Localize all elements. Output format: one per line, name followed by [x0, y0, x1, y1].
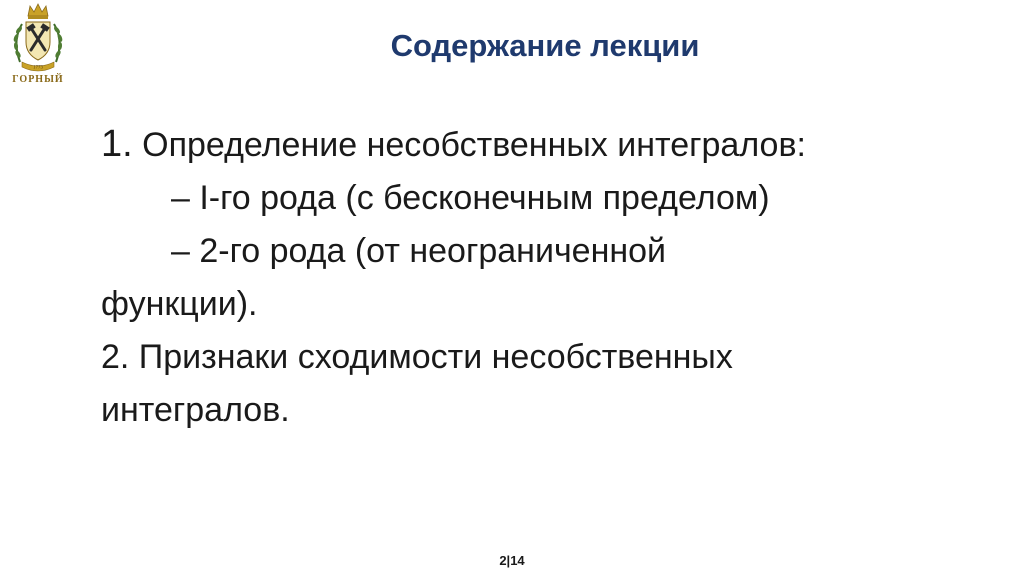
list-item-2-continued: интегралов.	[101, 391, 290, 429]
item-1-text: Определение несобственных интегралов:	[132, 126, 806, 164]
logo-year: 1773	[33, 65, 43, 71]
slide-title: Содержание лекции	[390, 28, 700, 63]
lecture-contents	[101, 118, 921, 437]
logo-text: ГОРНЫЙ	[12, 74, 64, 85]
sub-item-1: – I-го рода (с бесконечным пределом)	[171, 179, 770, 217]
page-number: 2|14	[499, 553, 525, 568]
item-1-number: 1.	[101, 123, 133, 165]
sub-item-2: – 2-го рода (от неограниченной	[171, 232, 667, 270]
sub-item-2-continued: функции).	[101, 285, 258, 323]
list-item-1	[101, 118, 921, 172]
list-item-2: 2. Признаки сходимости несобственных	[101, 338, 733, 376]
